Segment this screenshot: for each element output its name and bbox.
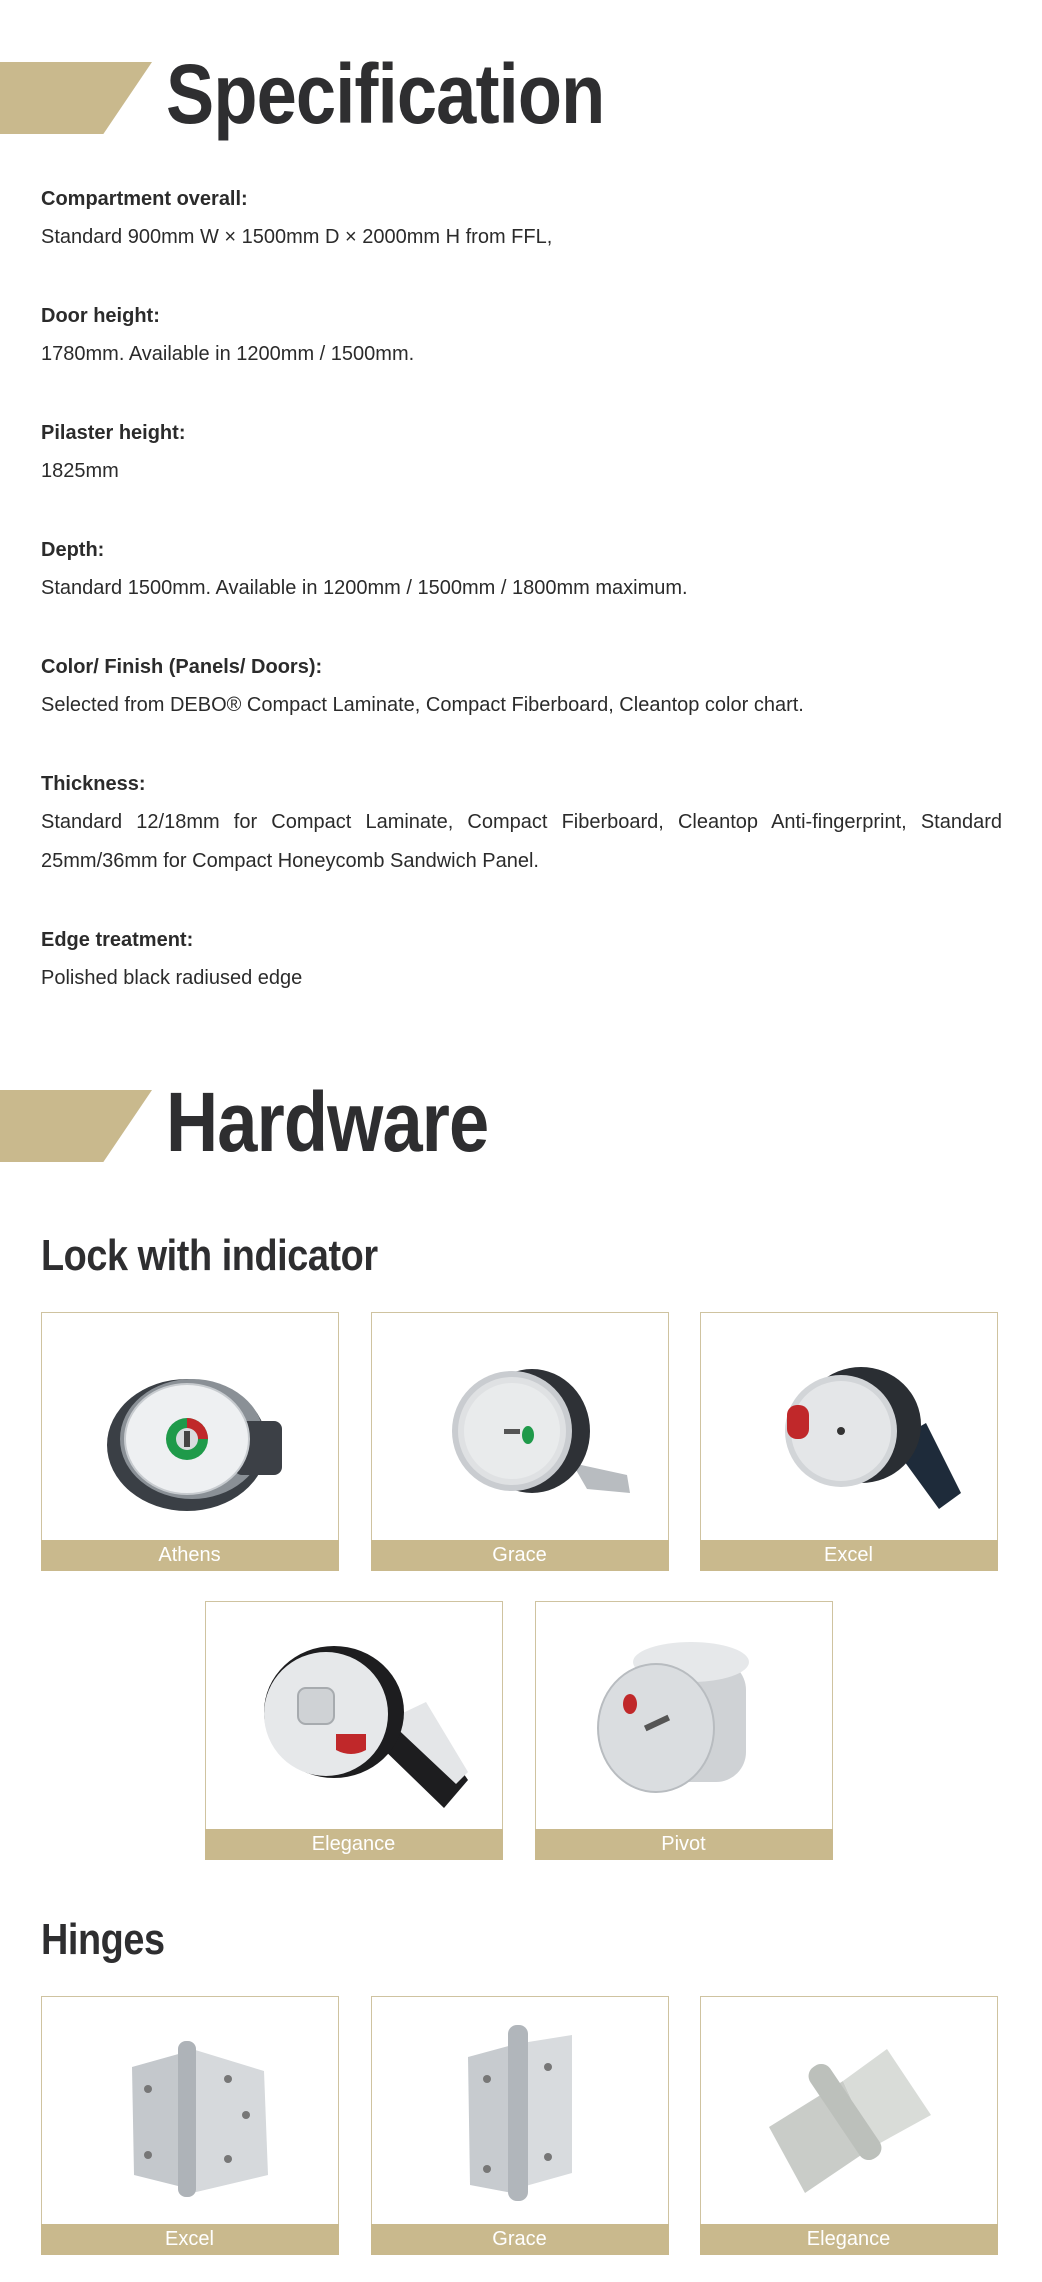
specification-title: Specification (166, 47, 605, 141)
spec-item-thickness (41, 771, 1002, 927)
lock-card-excel[interactable] (700, 1312, 998, 1570)
card-caption: Excel (700, 1540, 998, 1571)
athens-lock-image (42, 1313, 337, 1539)
lock-card-elegance[interactable] (205, 1601, 503, 1859)
spec-item-pilaster-height (41, 420, 1002, 537)
spec-item-depth (41, 537, 1002, 654)
card-caption: Athens (41, 1540, 339, 1571)
spec-label: Thickness: (41, 773, 146, 795)
elegance-lock-image (206, 1602, 501, 1828)
spec-label: Edge treatment: (41, 929, 194, 951)
lock-card-athens[interactable] (41, 1312, 339, 1570)
spec-value: Standard 12/18mm for Compact Laminate, Compact Fiberboard, Cleantop Anti-fingerprint, Standard 25mm/36mm for Compact Honeycomb Sandwich Panel. (41, 811, 1002, 872)
card-caption: Grace (371, 1540, 669, 1571)
spec-value: Polished black radiused edge (41, 967, 303, 989)
lock-card-pivot[interactable] (535, 1601, 833, 1859)
hardware-title: Hardware (166, 1075, 489, 1169)
hinge-card-excel[interactable] (41, 1996, 339, 2254)
spec-label: Pilaster height: (41, 422, 186, 444)
spec-value: Standard 1500mm. Available in 1200mm / 1500mm / 1800mm maximum. (41, 577, 688, 599)
card-caption: Elegance (205, 1829, 503, 1860)
spec-value: 1780mm. Available in 1200mm / 1500mm. (41, 343, 415, 365)
excel-lock-image (701, 1313, 996, 1539)
spec-label: Color/ Finish (Panels/ Doors): (41, 656, 323, 678)
excel-hinge-image (42, 1997, 337, 2223)
elegance-hinge-image (701, 1997, 996, 2223)
spec-value: 1825mm (41, 460, 119, 482)
spec-label: Door height: (41, 305, 160, 327)
spec-value: Standard 900mm W × 1500mm D × 2000mm H from FFL, (41, 226, 553, 248)
card-caption: Elegance (700, 2224, 998, 2255)
spec-item-compartment (41, 186, 1002, 303)
grace-lock-image (372, 1313, 667, 1539)
grace-hinge-image (372, 1997, 667, 2223)
card-caption: Grace (371, 2224, 669, 2255)
lock-with-indicator-title: Lock with indicator (41, 1231, 378, 1280)
accent-bar (0, 1090, 152, 1162)
accent-bar (0, 62, 152, 134)
spec-label: Compartment overall: (41, 188, 248, 210)
spec-item-door-height (41, 303, 1002, 420)
spec-item-edge-treatment (41, 927, 1002, 1044)
pivot-lock-image (536, 1602, 831, 1828)
lock-card-grace[interactable] (371, 1312, 669, 1570)
card-caption: Pivot (535, 1829, 833, 1860)
spec-item-color-finish (41, 654, 1002, 771)
specification-header (0, 47, 1042, 141)
spec-list (41, 186, 1002, 1044)
card-caption: Excel (41, 2224, 339, 2255)
spec-value: Selected from DEBO® Compact Laminate, Compact Fiberboard, Cleantop color chart. (41, 694, 804, 716)
hinge-card-grace[interactable] (371, 1996, 669, 2254)
hardware-header (0, 1075, 1042, 1169)
hinges-title: Hinges (41, 1915, 165, 1964)
spec-label: Depth: (41, 539, 105, 561)
hinge-card-elegance[interactable] (700, 1996, 998, 2254)
